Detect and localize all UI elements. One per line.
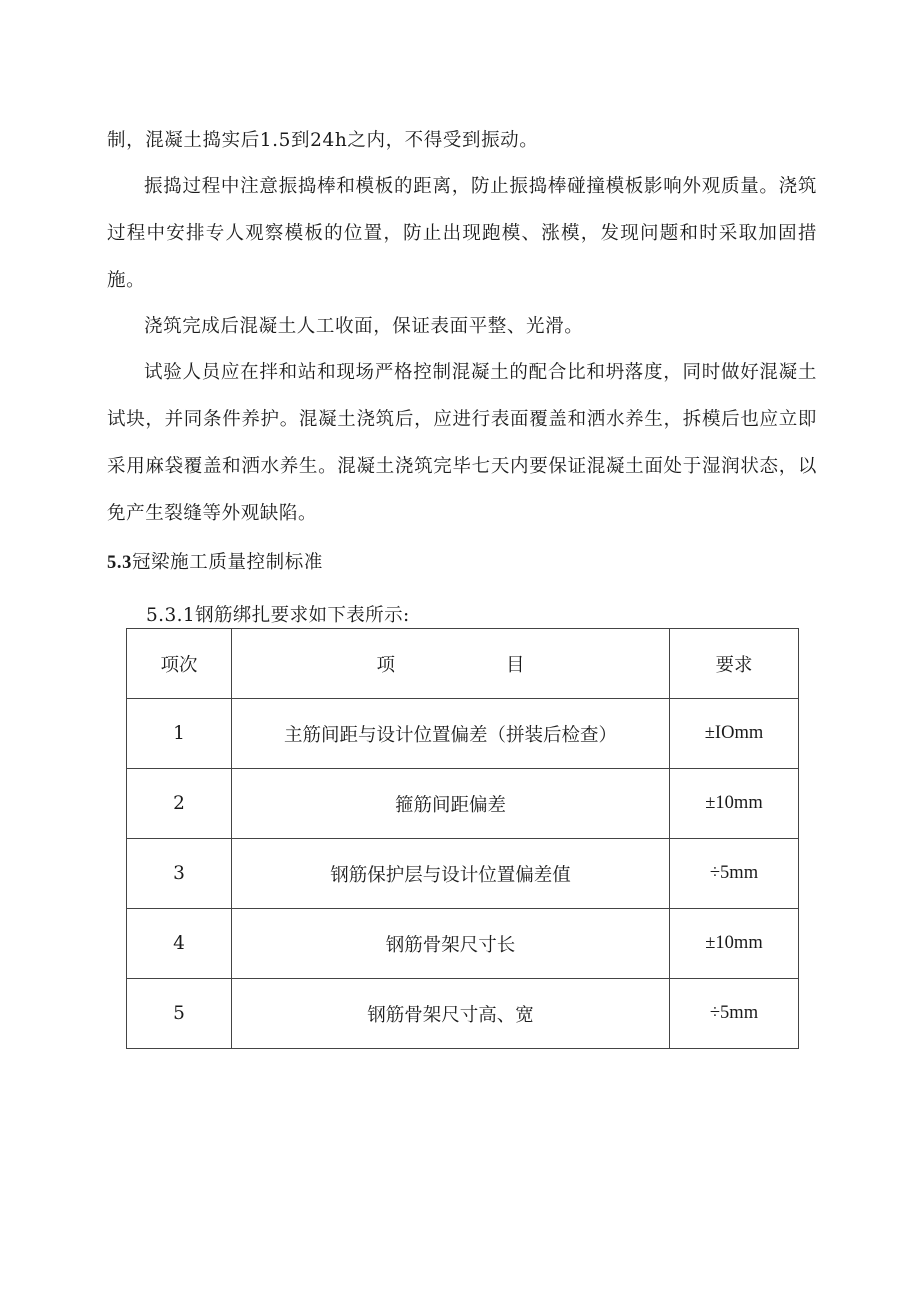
paragraph-surface-finish: 浇筑完成后混凝土人工收面，保证表面平整、光滑。 xyxy=(144,316,584,337)
paragraph-vibration-distance: 振捣过程中注意振捣棒和模板的距离，防止振捣棒碰撞模板影响外观质量。浇筑过程中安排专人观察模板的位置，防止出现跑模、涨模，发现问题和时采取加固措施。 xyxy=(107,176,817,291)
cell-item: 主筋间距与设计位置偏差（拼装后检查） xyxy=(232,699,670,769)
header-item: 项 目 xyxy=(232,629,670,699)
cell-item: 钢筋骨架尺寸长 xyxy=(232,909,670,979)
section-number: 5.3 xyxy=(107,553,132,573)
cell-requirement: ±10mm xyxy=(670,909,799,979)
cell-index: 2 xyxy=(127,769,232,839)
header-index: 项次 xyxy=(127,629,232,699)
cell-requirement: ÷5mm xyxy=(670,839,799,909)
paragraph-testing-curing: 试验人员应在拌和站和现场严格控制混凝土的配合比和坍落度，同时做好混凝土试块，并同条件养护。混凝土浇筑后，应进行表面覆盖和洒水养生，拆模后也应立即采用麻袋覆盖和洒水养生。混凝土浇筑完毕七天内要保证混凝土面处于湿润状态，以免产生裂缝等外观缺陷。 xyxy=(107,362,817,524)
cell-index: 1 xyxy=(127,699,232,769)
cell-index: 4 xyxy=(127,909,232,979)
table-caption: 5.3.1钢筋绑扎要求如下表所示: xyxy=(146,605,410,626)
rebar-requirements-table xyxy=(126,628,799,1049)
cell-index: 3 xyxy=(127,839,232,909)
table-row xyxy=(127,909,799,979)
cell-requirement: ÷5mm xyxy=(670,979,799,1049)
cell-item: 钢筋保护层与设计位置偏差值 xyxy=(232,839,670,909)
table-row xyxy=(127,979,799,1049)
cell-requirement: ±IOmm xyxy=(670,699,799,769)
paragraph-curing-vibration: 制，混凝土捣实后1.5到24h之内，不得受到振动。 xyxy=(107,130,539,151)
cell-item: 箍筋间距偏差 xyxy=(232,769,670,839)
cell-item: 钢筋骨架尺寸高、宽 xyxy=(232,979,670,1049)
table-row xyxy=(127,839,799,909)
section-heading xyxy=(107,543,323,583)
cell-index: 5 xyxy=(127,979,232,1049)
table-row xyxy=(127,699,799,769)
cell-requirement: ±10mm xyxy=(670,769,799,839)
header-requirement: 要求 xyxy=(670,629,799,699)
table-row xyxy=(127,769,799,839)
table-header-row xyxy=(127,629,799,699)
section-title: 冠梁施工质量控制标准 xyxy=(131,552,323,573)
